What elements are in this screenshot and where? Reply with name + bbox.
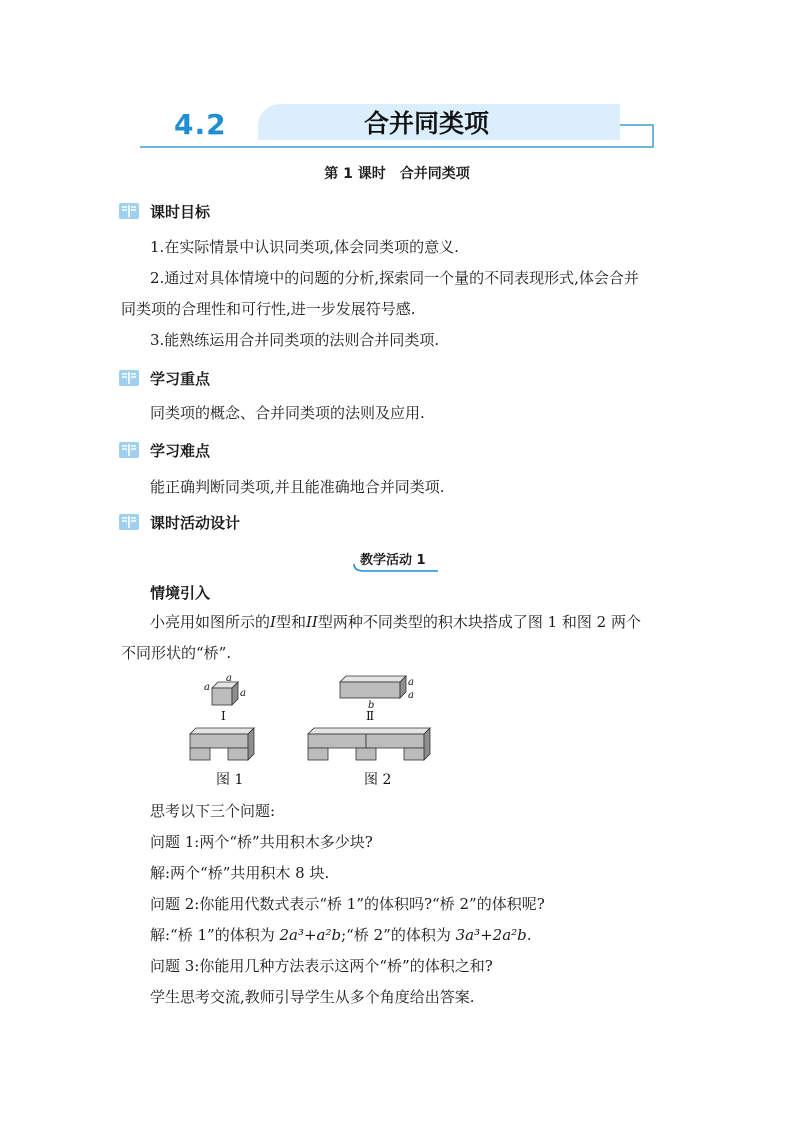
- think-prompt: 思考以下三个问题:: [150, 802, 276, 820]
- goal-item-2: 2.通过对具体情境中的问题的分析,探索同一个量的不同表现形式,体会合并: [150, 269, 639, 287]
- intro-line-1: 小亮用如图所示的I型和II型两种不同类型的积木块搭成了图 1 和图 2 两个: [150, 613, 641, 631]
- dim-a-4: a: [408, 677, 414, 688]
- banner-underline: [140, 146, 654, 148]
- difficulties-text: 能正确判断同类项,并且能准确地合并同类项.: [150, 478, 445, 496]
- dim-a-2: a: [226, 673, 232, 684]
- intro-heading: 情境引入: [150, 584, 211, 602]
- goal-item-2-cont: 同类项的合理性和可行性,进一步发展符号感.: [121, 300, 416, 318]
- bridge-figure: [180, 672, 450, 790]
- bridge-2: [308, 728, 430, 760]
- volume-expr-1: 2a³+a²b: [279, 926, 342, 944]
- dim-a-5: a: [408, 690, 414, 701]
- goal-item-1: 1.在实际情景中认识同类项,体会同类项的意义.: [150, 238, 459, 256]
- dim-a-3: a: [240, 688, 246, 699]
- section-title: 合并同类项: [364, 109, 490, 138]
- figure-caption-2: 图 2: [364, 772, 392, 788]
- question-3: 问题 3:你能用几种方法表示这两个“桥”的体积之和?: [150, 957, 493, 975]
- volume-expr-2: 3a³+2a²b: [455, 926, 527, 944]
- answer-1: 解:两个“桥”共用积木 8 块.: [150, 864, 330, 882]
- book-icon: [118, 368, 140, 388]
- section-difficulties-title: 学习难点: [150, 441, 211, 460]
- question-1: 问题 1:两个“桥”共用积木多少块?: [150, 833, 373, 851]
- banner-tail: [620, 124, 654, 146]
- type1-label: I: [270, 613, 276, 631]
- section-keypoints-title: 学习重点: [150, 369, 211, 388]
- section-difficulties-heading: [118, 439, 210, 461]
- dim-a-1: a: [204, 682, 210, 693]
- block1-name: Ⅰ: [221, 709, 226, 723]
- book-icon: [118, 201, 140, 221]
- question-2: 问题 2:你能用代数式表示“桥 1”的体积吗?“桥 2”的体积呢?: [150, 895, 545, 913]
- section-activity-title: 课时活动设计: [150, 513, 241, 532]
- activity-label-box: [352, 546, 442, 572]
- intro-line-2: 不同形状的“桥”.: [121, 644, 232, 662]
- block-type2: [340, 676, 414, 711]
- block-type1: [204, 673, 246, 705]
- lesson-subtitle: 第 1 课时 合并同类项: [324, 166, 470, 182]
- section-keypoints-heading: [118, 367, 210, 389]
- dim-b: b: [368, 700, 375, 711]
- block2-name: Ⅱ: [366, 709, 375, 723]
- section-number: 4.2: [174, 108, 227, 141]
- answer-2: 解:“桥 1”的体积为 2a³+a²b;“桥 2”的体积为 3a³+2a²b.: [150, 926, 532, 944]
- bridge-1: [190, 728, 254, 760]
- type2-label: II: [305, 613, 318, 631]
- section-activity-heading: [118, 511, 240, 533]
- book-icon: [118, 440, 140, 460]
- goal-item-3: 3.能熟练运用合并同类项的法则合并同类项.: [150, 331, 440, 349]
- figure-caption-1: 图 1: [216, 772, 244, 788]
- keypoints-text: 同类项的概念、合并同类项的法则及应用.: [150, 404, 425, 422]
- activity-underline: [352, 562, 442, 574]
- activity-label: 教学活动 1: [360, 553, 426, 568]
- section-goals-heading: [118, 200, 210, 222]
- closing-note: 学生思考交流,教师引导学生从多个角度给出答案.: [150, 988, 475, 1006]
- book-icon: [118, 512, 140, 532]
- section-goals-title: 课时目标: [150, 202, 211, 221]
